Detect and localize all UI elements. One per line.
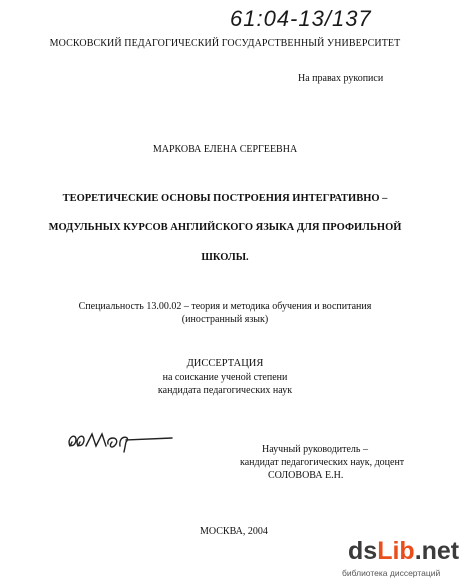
dissertation-label: ДИССЕРТАЦИЯ [186, 358, 264, 369]
city-year: МОСКВА, 2004 [200, 526, 268, 537]
degree-line-1: на соискание ученой степени [162, 372, 288, 383]
supervisor-degree: кандидат педагогических наук, доцент [240, 457, 405, 468]
dissertation-title-line-2: МОДУЛЬНЫХ КУРСОВ АНГЛИЙСКОГО ЯЗЫКА ДЛЯ ПРОФИЛЬНОЙ [48, 222, 402, 233]
dslib-watermark [342, 537, 459, 582]
dissertation-title-line-3: ШКОЛЫ. [201, 252, 249, 263]
supervisor-role: Научный руководитель – [262, 444, 368, 455]
logo-part-ds: ds [348, 537, 378, 565]
archive-number-handwritten: 61:04-13/137 [230, 6, 372, 31]
dslib-logo [348, 537, 459, 566]
supervisor-name: СОЛОВОВА Е.Н. [268, 470, 344, 481]
degree-line-2: кандидата педагогических наук [157, 385, 293, 396]
author-signature [62, 420, 187, 460]
logo-part-lib: Lib [377, 537, 415, 565]
university-name: МОСКОВСКИЙ ПЕДАГОГИЧЕСКИЙ ГОСУДАРСТВЕННЫЙ УНИВЕРСИТЕТ [49, 38, 401, 49]
author-name: МАРКОВА ЕЛЕНА СЕРГЕЕВНА [152, 144, 298, 155]
specialty-subline: (иностранный язык) [181, 314, 269, 325]
manuscript-rights-note: На правах рукописи [298, 73, 384, 84]
logo-part-net: .net [414, 537, 459, 565]
dslib-subtitle: библиотека диссертаций [342, 568, 441, 578]
specialty-line: Специальность 13.00.02 – теория и методика обучения и воспитания [78, 301, 372, 312]
dissertation-title-line-1: ТЕОРЕТИЧЕСКИЕ ОСНОВЫ ПОСТРОЕНИЯ ИНТЕГРАТИВНО – [62, 193, 388, 204]
